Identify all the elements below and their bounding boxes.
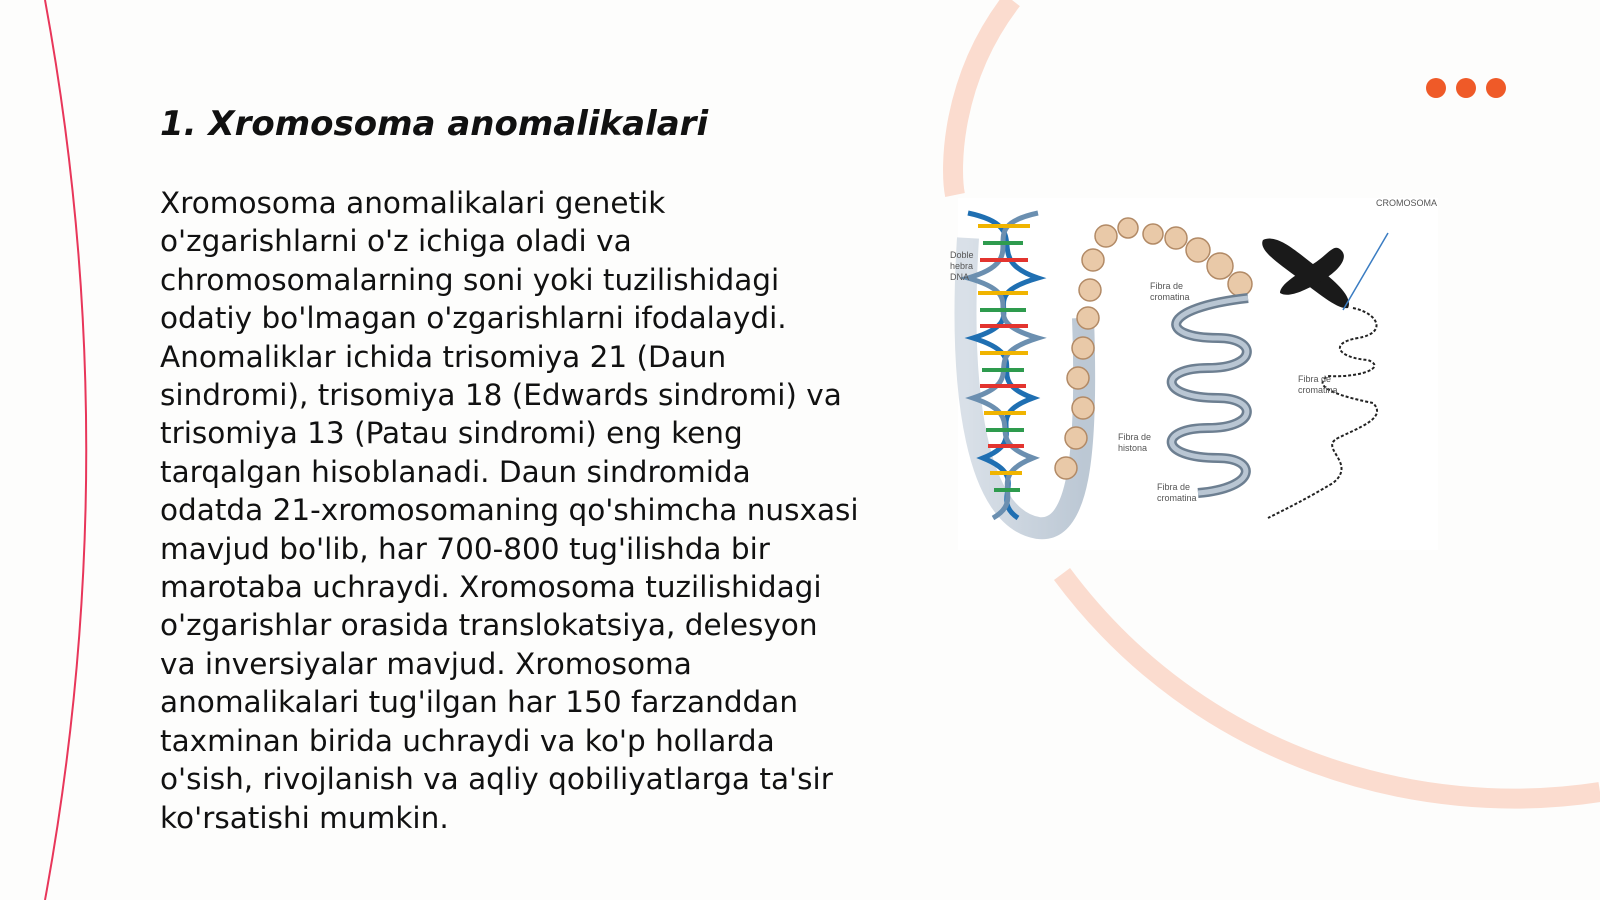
decor-arc-bottom	[1062, 574, 1600, 799]
slide-title: 1. Xromosoma anomalikalari	[160, 104, 709, 144]
chromosome-diagram	[950, 198, 1438, 550]
label-hebra: hebra	[950, 261, 974, 271]
label-dna: DNA	[950, 272, 970, 282]
label-fibra-cromatina-top: Fibra de	[1150, 281, 1184, 291]
label-fibra-histona-2: histona	[1118, 443, 1148, 453]
label-fibra-cromatina-bottom-2: cromatina	[1157, 493, 1197, 503]
label-doble: Doble	[950, 250, 974, 260]
decor-left-curve	[45, 0, 86, 900]
nucleosome-beads	[1055, 218, 1252, 479]
decor-arc-top	[953, 0, 1012, 195]
dot	[1486, 78, 1506, 98]
label-fibra-cromatina-right: Fibra de	[1298, 374, 1332, 384]
label-fibra-cromatina-top-2: cromatina	[1150, 292, 1190, 302]
chromosome-x-shape	[1262, 239, 1349, 309]
looped-fibres	[1268, 308, 1377, 518]
more-dots-icon	[1426, 78, 1506, 98]
chromosome-structure-illustration	[950, 198, 1438, 550]
pointer-line	[1343, 233, 1388, 310]
slide-body-text: Xromosoma anomalikalari genetik o'zgarishlarni o'z ichiga oladi va chromosomalarning soni yoki tuzilishidagi odatiy bo'lmagan o'zgarishlarni ifodalaydi. Anomaliklar ichida trisomiya 21 (Daun sindromi), trisomiya 18 (Edwards sindromi) va trisomiya 13 (Patau sindromi) eng keng tarqalgan hisoblanadi. Daun sindromida odatda 21-xromosomaning qo'shimcha nusxasi mavjud bo'lib, har 700-800 tug'ilishda bir marotaba uchraydi. Xromosoma tuzilishidagi o'zgarishlar orasida translokatsiya, delesyon va inversiyalar mavjud. Xromosoma anomalikalari tug'ilgan har 150 farzanddan taxminan birida uchraydi va ko'p hollarda o'sish, rivojlanish va aqliy qobiliyatlarga ta'sir ko'rsatishi mumkin.	[160, 186, 859, 835]
label-fibra-cromatina-bottom: Fibra de	[1157, 482, 1191, 492]
dot	[1456, 78, 1476, 98]
label-fibra-histona: Fibra de	[1118, 432, 1152, 442]
label-fibra-cromatina-right-2: cromatina	[1298, 385, 1338, 395]
dot	[1426, 78, 1446, 98]
label-cromosoma: CROMOSOMA	[1376, 198, 1438, 208]
